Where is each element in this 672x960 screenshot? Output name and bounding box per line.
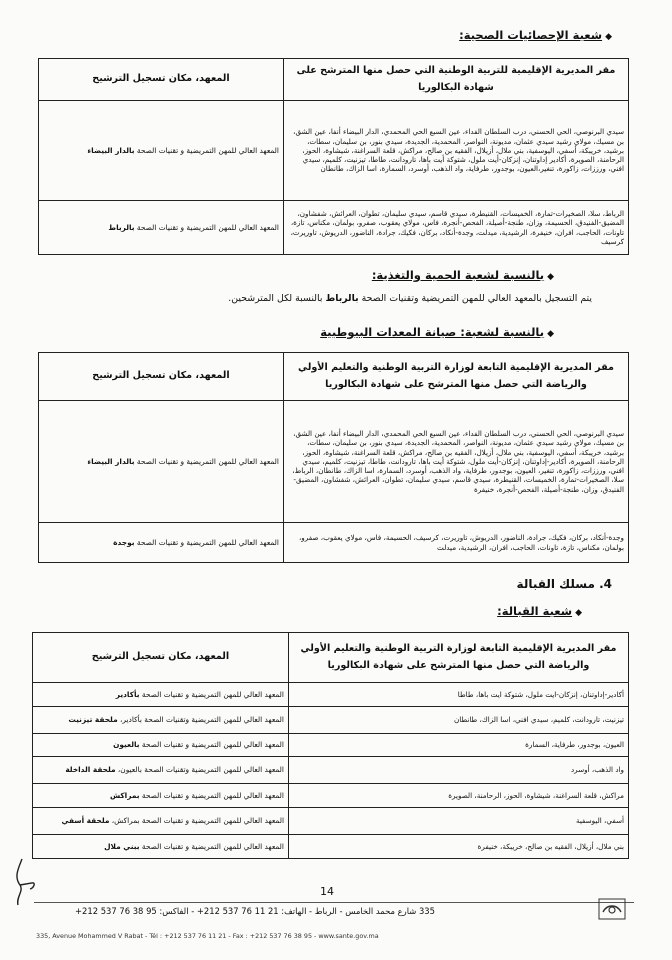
section-title-biomedical: ◆بالنسبة لشعبة: صيانة المعدات البيوطبية [320, 325, 554, 339]
institute-cell: المعهد العالي للمهن التمريضية و تقنيات الصحة بمراكش، ملحقة أسفي [33, 808, 289, 835]
ministry-logo-icon [598, 898, 626, 920]
footer-address-arabic: 335 شارع محمد الخامس - الرباط - الهاتف: 21 11 76 537 212+ - الفاكس: 95 38 76 537 212+ [75, 906, 435, 916]
table-row [39, 201, 629, 255]
table-row [33, 784, 629, 808]
institute-cell: المعهد العالي للمهن التمريضية و تقنيات الصحة بوجدة [39, 523, 284, 563]
footer-address-french: 335, Avenue Mohammed V Rabat - Tél : +212 537 76 11 21 - Fax : +212 537 76 38 95 - www.sante.gov.ma [36, 932, 379, 940]
institute-cell: المعهد العالي للمهن التمريضية و تقنيات الصحة بالدار البيضاء [39, 101, 284, 201]
table-row [33, 734, 629, 757]
header-directorates: مقر المديرية الإقليمية للتربية الوطنية التي حصل منها المترشح على شهادة البكالوريا [284, 59, 629, 101]
institute-cell: المعهد العالي للمهن التمريضية و تقنيات الصحة بالعيون [33, 734, 289, 757]
institute-cell: المعهد العالي للمهن التمريضية و تقنيات الصحة بالدار البيضاء [39, 401, 284, 523]
directorates-cell: سيدي البرنوصي، الحي الحسني، درب السلطان الفداء، عين السبع الحي المحمدي، الدار البيضاء أنفا، عين الشق، بن مسيك، مولاي رشيد سيدي عثمان، مديونة، النواصر، المحمدية، الجديدة، سيدي بنور، بن سليمان، سطات، برشيد، خريبكة، أسفي، اليوسفية، بني ملال، أزيلال، الفقيه بن صالح، مراكش، قلعة السراغنة، شيشاوة، الحوز، الرحامنة، الصويرة، أكادير-إداوتنان، إنزكان-أيت ملول، شتوكة أيت باها، تارودانت، طاطا، تيزنيت، كلميم، سيدي افني، ورززات، زاكورة، تنغير، العيون، بوجدور، طرفاية، واد الذهب، أوسرد، السمارة، اسا الزاك، طانطان، الرباط، سلا، الصخيرات-تمارة، الخميسات، القنيطرة، سيدي قاسم، سيدي سليمان، تطوان، العرائش، شفشاون، المضيق-الفنيدق، وزان، طنجة-أصيلة، الفحص-أنجرة، خنيفرة [284, 401, 629, 523]
header-institute: المعهد، مكان تسجيل الترشيح [39, 59, 284, 101]
bullet-icon: ◆ [575, 608, 582, 618]
bullet-icon: ◆ [547, 329, 554, 339]
bullet-icon: ◆ [605, 32, 612, 42]
table-header-row [39, 353, 629, 401]
table-midwifery [32, 632, 629, 859]
directorates-cell: سيدي البرنوصي، الحي الحسني، درب السلطان الفداء، عين السبع الحي المحمدي، الدار البيضاء أنفا، عين الشق، بن مسيك، مولاي رشيد سيدي عثمان، مديونة، النواصر، المحمدية، الجديدة، سيدي بنور، بن سليمان، سطات، برشيد، خريبكة، أسفي، اليوسفية، بني ملال، أزيلال، الفقيه بن صالح، مراكش، قلعة السراغنة، شيشاوة، الحوز، الرحامنة، الصويرة، أكادير إداوتنان، إنزكان-أيت ملول، شتوكة أيت باها، تارودانت، طاطا، تيزنيت، كلميم، سيدي افني، ورززات، زاكورة، تنغير،العيون، بوجدور، طرفاية، واد الذهب، أوسرد، السمارة، اسا الزاك، طانطان [284, 101, 629, 201]
institute-cell: المعهد العالي للمهن التمريضية و تقنيات الصحة بالرباط [39, 201, 284, 255]
directorates-cell: تيزنيت، تارودانت، كلميم، سيدي افني، اسا الزاك، طانطان [289, 707, 629, 734]
table-row [33, 707, 629, 734]
directorates-cell: مراكش، قلعة السراغنة، شيشاوة، الحوز، الرحامنة، الصويرة [289, 784, 629, 808]
table-row [33, 757, 629, 784]
table-row [39, 401, 629, 523]
signature-mark [8, 855, 42, 915]
footer-rule [34, 902, 634, 903]
directorates-cell: العيون، بوجدور، طرفاية، السمارة [289, 734, 629, 757]
institute-cell: المعهد العالي للمهن التمريضية و تقنيات الصحة بأكادير [33, 683, 289, 707]
institute-cell: المعهد العالي للمهن التمريضية و تقنيات الصحة ببني ملال [33, 835, 289, 859]
institute-cell: المعهد العالي للمهن التمريضية وتقنيات الصحة بالعيون، ملحقة الداخلة [33, 757, 289, 784]
page-number: 14 [320, 885, 334, 898]
diet-registration-text: يتم التسجيل بالمعهد العالي للمهن التمريضية وتقنيات الصحة بالرباط بالنسبة لكل المترشحين. [228, 293, 592, 304]
table-row [39, 523, 629, 563]
bullet-icon: ◆ [547, 272, 554, 282]
header-directorates: مقر المديرية الإقليمية التابعة لوزارة التربية الوطنية والتعليم الأولي والرياضة التي حصل منها المترشح على شهادة البكالوريا [284, 353, 629, 401]
directorates-cell: أكادير-إداوتنان، إنزكان-ايت ملول، شتوكة ايت باها، طاطا [289, 683, 629, 707]
table-row [33, 808, 629, 835]
table-row [33, 683, 629, 707]
section-title-diet: ◆بالنسبة لشعبة الحمية والتغذية: [371, 268, 554, 282]
table-health-stats [38, 58, 629, 255]
directorates-cell: أسفي، اليوسفية [289, 808, 629, 835]
directorates-cell: الرباط، سلا، الصخيرات-تمارة، الخميسات، القنيطرة، سيدي قاسم، سيدي سليمان، تطوان، العرائش، شفشاون، المضيق-الفنيدق، الحسيمة، وزان، طنجة-أصيلة، الفحص-أنجرة، فاس، مولاي يعقوب، صفرو، بولمان، مكناس، تازة، تاونات، الحاجب، افران، خنيفرة، الرشيدية، ميدلت، وجدة-أنكاد، بركان، فكيك، جرادة، الناضور، الدريوش، تاوريرت، كرسيف [284, 201, 629, 255]
table-header-row [39, 59, 629, 101]
section-title-midwifery: ◆شعبة القبالة: [497, 604, 582, 618]
directorates-cell: بني ملال، أزيلال، الفقيه بن صالح، خريبكة، خنيفرة [289, 835, 629, 859]
institute-cell: المعهد العالي للمهن التمريضية و تقنيات الصحة بمراكش [33, 784, 289, 808]
table-biomedical [38, 352, 629, 563]
directorates-cell: واد الذهب، أوسرد [289, 757, 629, 784]
section-title-health-stats: ◆شعبة الإحصائيات الصحية: [459, 28, 612, 42]
table-header-row [33, 633, 629, 683]
header-institute: المعهد، مكان تسجيل الترشيح [39, 353, 284, 401]
table-row [33, 835, 629, 859]
table-row [39, 101, 629, 201]
section-4-title: 4. مسلك القبالة [516, 577, 612, 591]
header-directorates: مقر المديرية الإقليمية التابعة لوزارة التربية الوطنية والتعليم الأولي والرياضة التي حصل منها المترشح على شهادة البكالوريا [289, 633, 629, 683]
directorates-cell: وجدة-أنكاد، بركان، فكيك، جرادة، الناضور، الدريوش، تاوريرت، كرسيف، الحسيمة، فاس، مولاي يعقوب، صفرو، بولمان، مكناس، تازة، تاونات، الحاجب، افران، الرشيدية، ميدلت [284, 523, 629, 563]
header-institute: المعهد، مكان تسجيل الترشيح [33, 633, 289, 683]
institute-cell: المعهد العالي للمهن التمريضية وتقنيات الصحة بأكادير، ملحقة تيزنيت [33, 707, 289, 734]
